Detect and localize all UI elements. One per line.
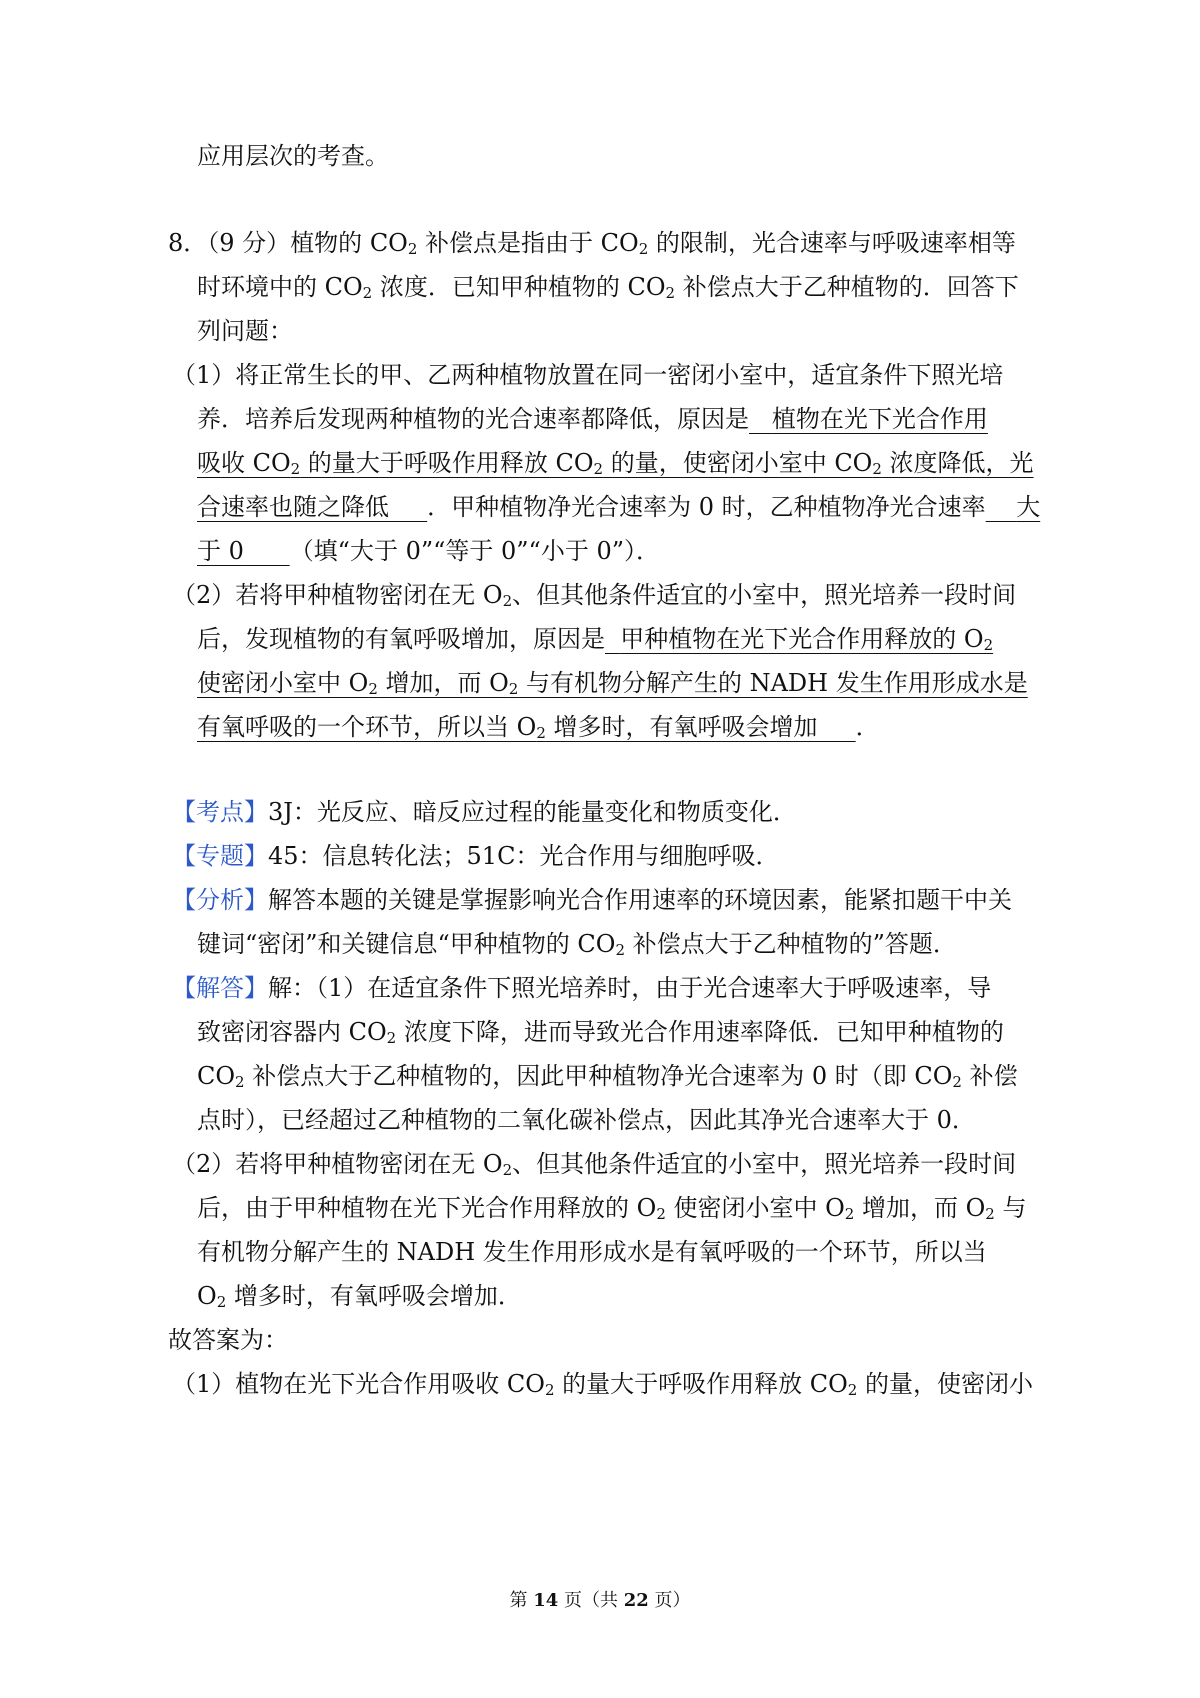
intro-tail: 应用层次的考查。 (197, 142, 389, 170)
answer-blank-2: 大 (1016, 493, 1041, 521)
part-2-line-4: 有氧呼吸的一个环节，所以当 $O_2$ 增多时，有氧呼吸会增加 ． (197, 713, 880, 742)
answer-blank-1-end: 合速率也随之降低 (197, 493, 389, 521)
zhuanti-line: 【专题】45：信息转化法；51C：光合作用与细胞呼吸． (172, 842, 780, 870)
jieda-line-5: （2）若将甲种植物密闭在无 $O_2$、但其他条件适宜的小室中，照光培养一段时间 (172, 1150, 1017, 1179)
answer-blank-3: 甲种植物在光下光合作用释放的 $O_2$ (620, 625, 994, 654)
jieda-line-6: 后，由于甲种植物在光下光合作用释放的 $O_2$ 使密闭小室中 $O_2$ 增加，而 $O_2$ 与 (197, 1194, 1027, 1223)
answer-label: 故答案为： (168, 1326, 288, 1354)
answer-line-1: （1）植物在光下光合作用吸收 $CO_2$ 的量大于呼吸作用释放 $CO_2$ 的量，使密闭小 (172, 1370, 1033, 1399)
part-1-line-1: （1）将正常生长的甲、乙两种植物放置在同一密闭小室中，适宜条件下照光培 (172, 361, 1004, 389)
kaodian-line: 【考点】3J：光反应、暗反应过程的能量变化和物质变化． (172, 798, 797, 826)
part-1-line-5: 于 0 （填“大于 0”“等于 0”“小于 0”）． (197, 537, 660, 565)
part-2-line-2: 后，发现植物的有氧呼吸增加，原因是 甲种植物在光下光合作用释放的 $O_2$ (197, 625, 994, 654)
part-1-line-3 (197, 448, 1034, 478)
jieda-line-2: 致密闭容器内 $CO_2$ 浓度下降，进而导致光合作用速率降低．已知甲种植物的 (197, 1018, 1004, 1047)
page-total: 22 (623, 1590, 649, 1611)
part-1-number: （1） (172, 361, 236, 389)
part-1-line-2: 养．培养后发现两种植物的光合速率都降低，原因是 植物在光下光合作用 (197, 405, 988, 433)
answer-blank-2-end: 于 0 (197, 537, 244, 565)
part-2-line-1: （2）若将甲种植物密闭在无 $O_2$、但其他条件适宜的小室中，照光培养一段时间 (172, 581, 1017, 610)
question-8-line-1: 8．（9 分）植物的 $CO_2$ 补偿点是指由于 $CO_2$ 的限制，光合速率与呼吸速率相等 (168, 229, 1016, 258)
page-footer: 第 14 页（共 22 页） (509, 1590, 691, 1611)
answer-blank-1: 植物在光下光合作用 (771, 405, 988, 433)
question-8-line-2: 时环境中的 $CO_2$ 浓度．已知甲种植物的 $CO_2$ 补偿点大于乙种植物的．回答下 (197, 273, 1019, 302)
page-number: 14 (533, 1590, 559, 1611)
question-number: 8． (168, 229, 208, 257)
fenxi-tag: 【分析】 (172, 886, 268, 914)
answer-blank-3-cont: 使密闭小室中 $O_2$ 增加，而 $O_2$ 与有机物分解产生的 NADH 发生作用形成水是 (197, 669, 1028, 698)
fenxi-line-2: 键词“密闭”和关键信息“甲种植物的 $CO_2$ 补偿点大于乙种植物的”答题． (197, 930, 957, 959)
question-8-line-3: 列问题： (197, 317, 293, 345)
jieda-line-4: 点时），已经超过乙种植物的二氧化碳补偿点，因此其净光合速率大于 0． (197, 1106, 976, 1134)
answer-blank-3-end: 有氧呼吸的一个环节，所以当 $O_2$ 增多时，有氧呼吸会增加 (197, 713, 818, 742)
question-score: （9 分） (207, 229, 291, 257)
fenxi-line-1: 【分析】解答本题的关键是掌握影响光合作用速率的环境因素，能紧扣题干中关 (172, 886, 1012, 914)
jieda-line-7: 有机物分解产生的 NADH 发生作用形成水是有氧呼吸的一个环节，所以当 (197, 1238, 987, 1266)
zhuanti-tag: 【专题】 (172, 842, 268, 870)
part-2-number: （2） (172, 581, 236, 609)
jieda-tag: 【解答】 (172, 974, 268, 1002)
jieda-line-3: $CO_2$ 补偿点大于乙种植物的，因此甲种植物净光合速率为 0 时（即 $CO_2$ 补偿 (197, 1062, 1018, 1091)
answer-blank-1-cont: 吸收 $CO_2$ 的量大于呼吸作用释放 $CO_2$ 的量，使密闭小室中 $CO_2$ 浓度降低，光 (197, 449, 1034, 478)
kaodian-tag: 【考点】 (172, 798, 268, 826)
part-1-line-4: 合速率也随之降低 ．甲种植物净光合速率为 0 时，乙种植物净光合速率 大 (197, 493, 1041, 521)
part-2-line-3 (197, 668, 1028, 698)
jieda-line-1: 【解答】解：（1）在适宜条件下照光培养时，由于光合速率大于呼吸速率，导 (172, 974, 992, 1002)
jieda-line-8: $O_2$ 增多时，有氧呼吸会增加． (197, 1282, 522, 1311)
